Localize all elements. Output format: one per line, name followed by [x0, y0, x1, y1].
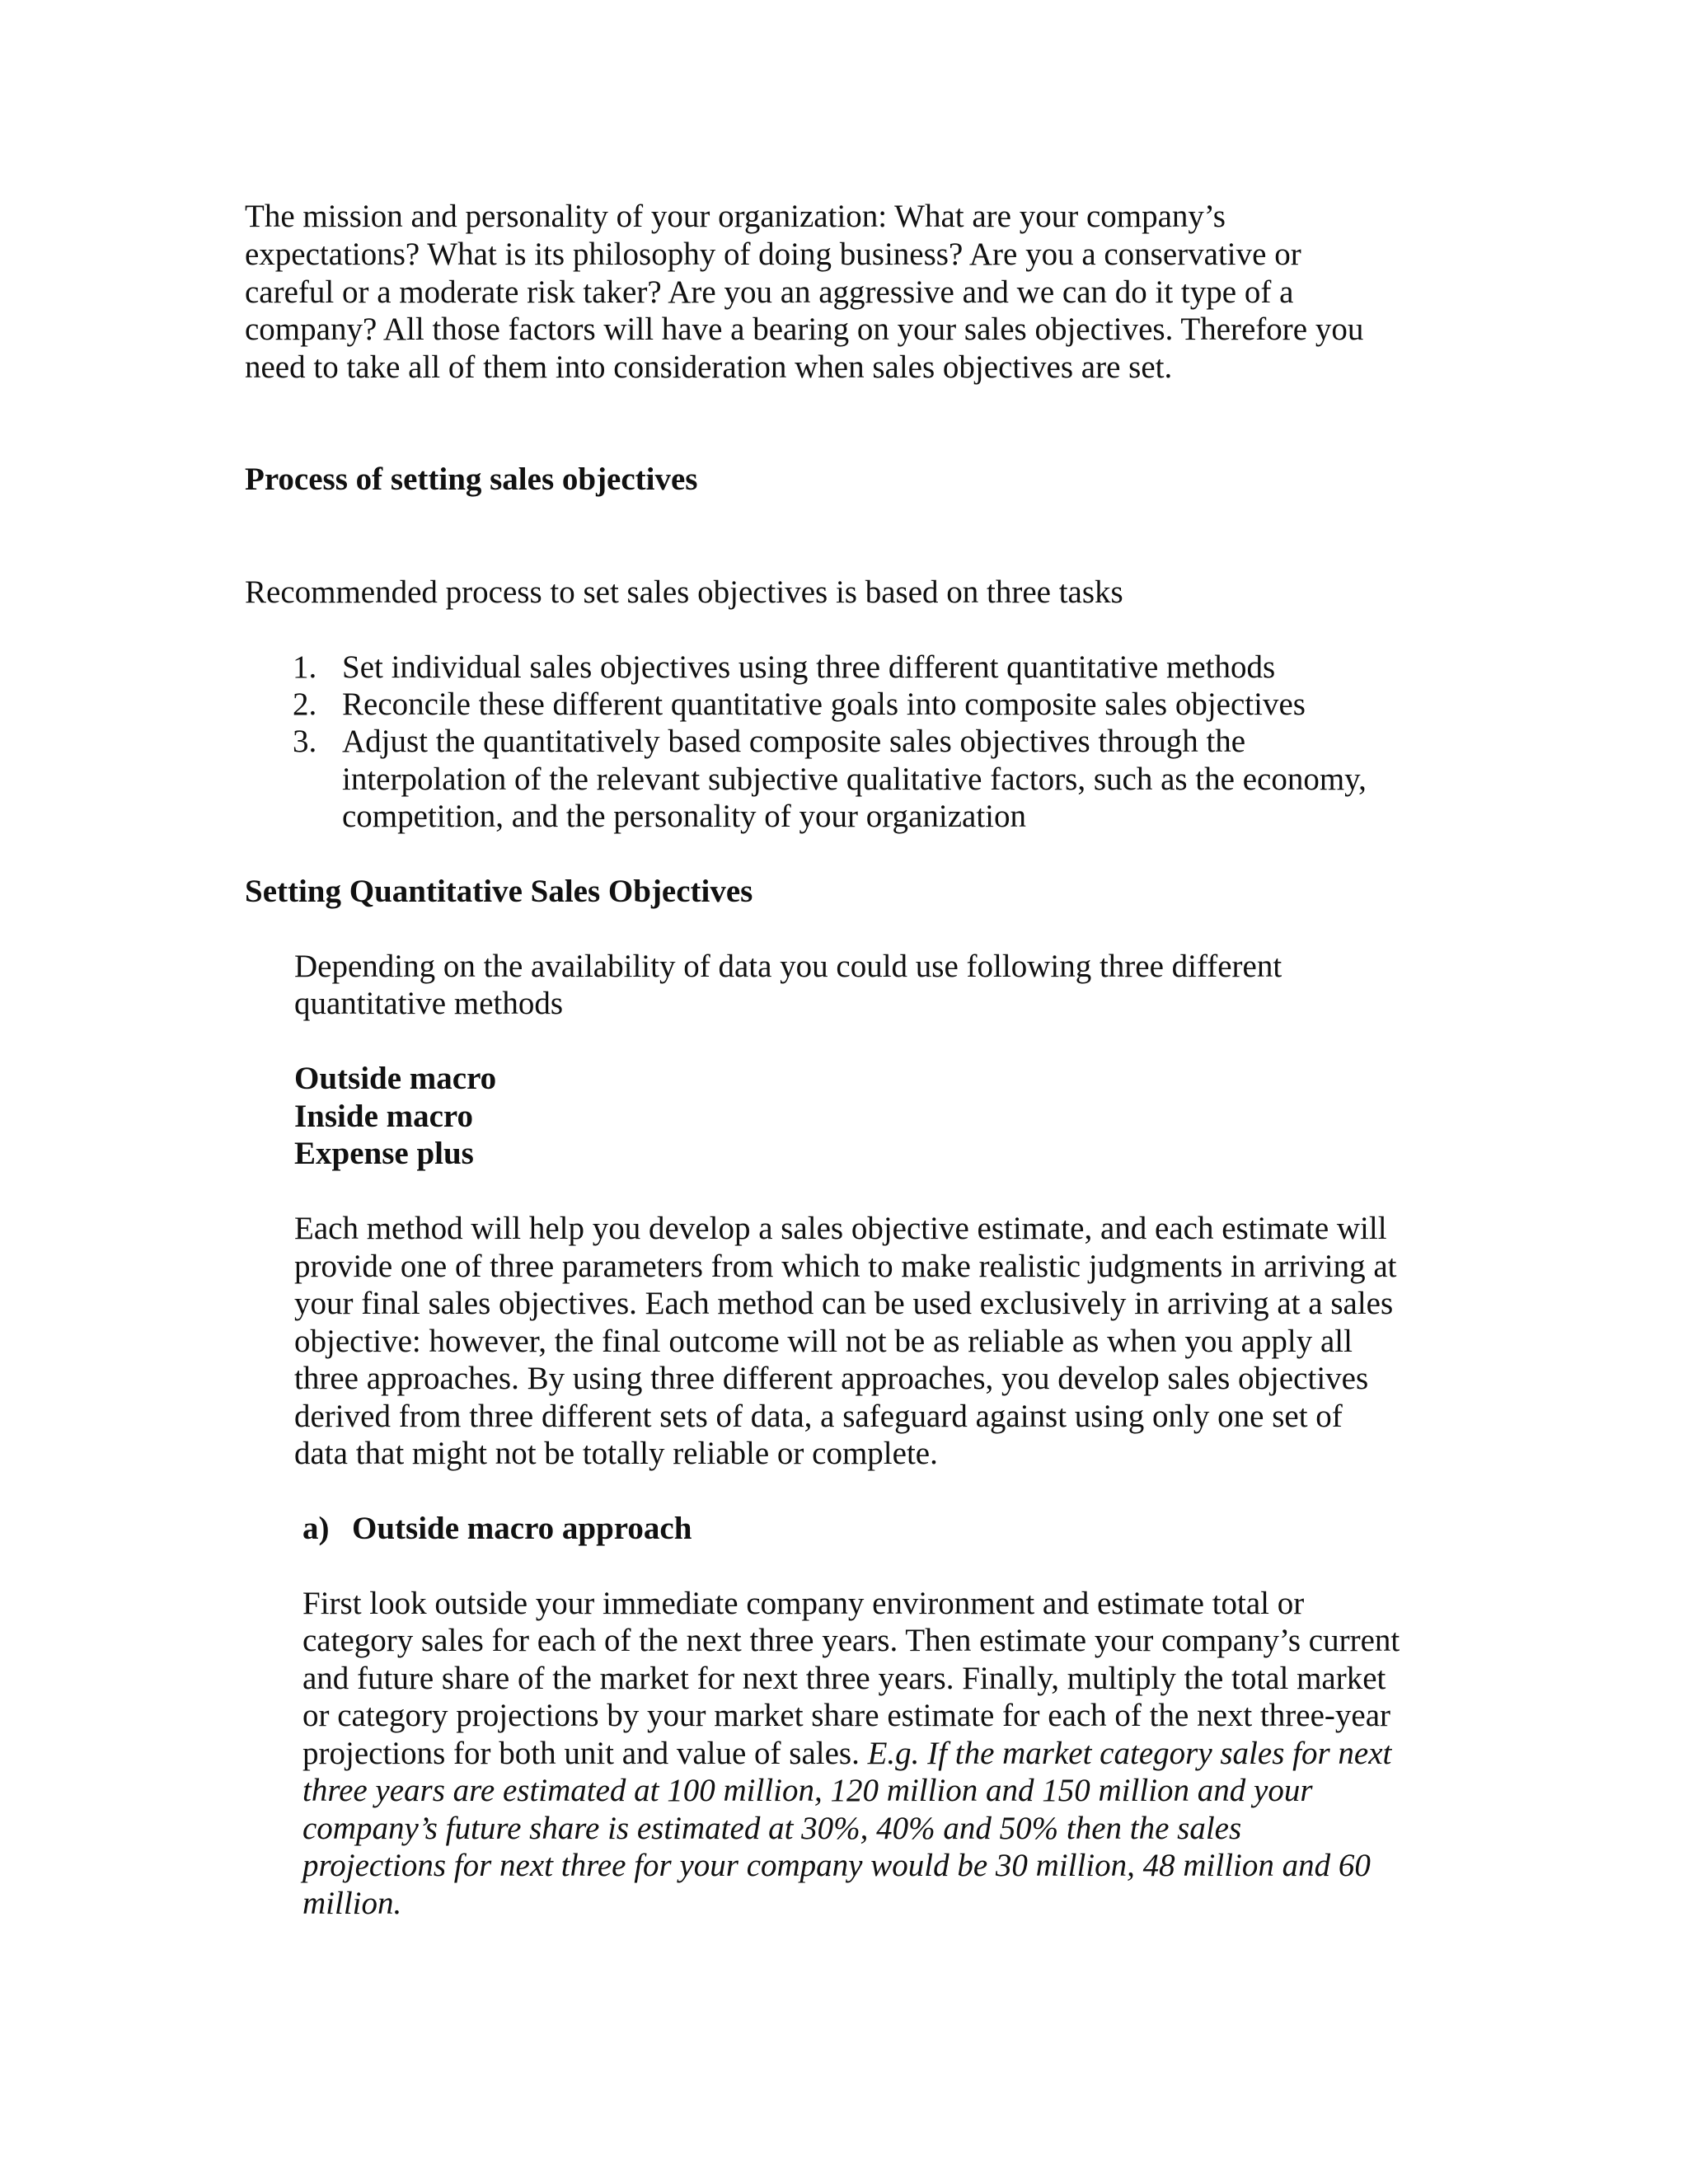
outside-macro-line: or category projections by your market share estimate for each of the next three-year — [302, 1698, 1391, 1733]
outside-macro-heading: Outside macro approach — [352, 1511, 692, 1546]
list-item-text: Reconcile these different quantitative goals into composite sales objectives — [342, 687, 1306, 722]
outside-macro-mixed-line — [302, 1735, 1391, 1773]
quantitative-intro-line: quantitative methods — [294, 986, 564, 1021]
outside-macro-line: category sales for each of the next three years. Then estimate your company’s current — [302, 1623, 1400, 1658]
example-italic-text: E.g. If the market category sales for next — [867, 1736, 1392, 1771]
intro-line: The mission and personality of your organization: What are your company’s — [245, 199, 1226, 234]
example-line: company’s future share is estimated at 30%, 40% and 50% then the sales — [302, 1811, 1242, 1846]
quantitative-body-line: your final sales objectives. Each method can be used exclusively in arriving at a sales — [294, 1286, 1394, 1321]
list-item-text: Set individual sales objectives using three different quantitative methods — [342, 649, 1276, 685]
list-item-text: competition, and the personality of your organization — [342, 799, 1026, 834]
list-item-text: interpolation of the relevant subjective qualitative factors, such as the economy, — [342, 762, 1367, 797]
list-number: 1. — [293, 649, 317, 685]
outside-macro-line: First look outside your immediate company environment and estimate total or — [302, 1586, 1305, 1621]
method-inside-macro: Inside macro — [294, 1099, 474, 1134]
method-expense-plus: Expense plus — [294, 1136, 474, 1171]
outside-macro-line: and future share of the market for next three years. Finally, multiply the total market — [302, 1661, 1386, 1696]
quantitative-heading: Setting Quantitative Sales Objectives — [245, 874, 753, 909]
method-outside-macro: Outside macro — [294, 1061, 497, 1096]
intro-line: need to take all of them into consideration when sales objectives are set. — [245, 349, 1173, 385]
quantitative-intro-line: Depending on the availability of data you could use following three different — [294, 949, 1282, 984]
quantitative-body-line: data that might not be totally reliable or complete. — [294, 1436, 938, 1471]
process-intro: Recommended process to set sales objectives is based on three tasks — [245, 574, 1123, 610]
quantitative-body-line: objective: however, the final outcome will not be as reliable as when you apply all — [294, 1324, 1353, 1359]
list-number: 3. — [293, 724, 317, 759]
quantitative-body-line: Each method will help you develop a sales objective estimate, and each estimate will — [294, 1211, 1387, 1246]
quantitative-body-line: three approaches. By using three different approaches, you develop sales objectives — [294, 1361, 1369, 1396]
example-line: projections for next three for your company would be 30 million, 48 million and 60 — [302, 1848, 1371, 1883]
outside-macro-plain-text: projections for both unit and value of sales. — [302, 1736, 868, 1771]
intro-line: expectations? What is its philosophy of doing business? Are you a conservative or — [245, 237, 1301, 272]
intro-line: careful or a moderate risk taker? Are you an aggressive and we can do it type of a — [245, 274, 1294, 310]
list-number: 2. — [293, 687, 317, 722]
example-line: million. — [302, 1886, 402, 1921]
subsection-label: a) — [302, 1511, 330, 1546]
process-heading: Process of setting sales objectives — [245, 462, 698, 497]
intro-line: company? All those factors will have a bearing on your sales objectives. Therefore you — [245, 312, 1364, 347]
example-line: three years are estimated at 100 million, 120 million and 150 million and your — [302, 1773, 1313, 1808]
quantitative-body-line: provide one of three parameters from which to make realistic judgments in arriving at — [294, 1249, 1397, 1284]
list-item-text: Adjust the quantitatively based composite sales objectives through the — [342, 724, 1246, 759]
quantitative-body-line: derived from three different sets of data, a safeguard against using only one set of — [294, 1399, 1343, 1434]
